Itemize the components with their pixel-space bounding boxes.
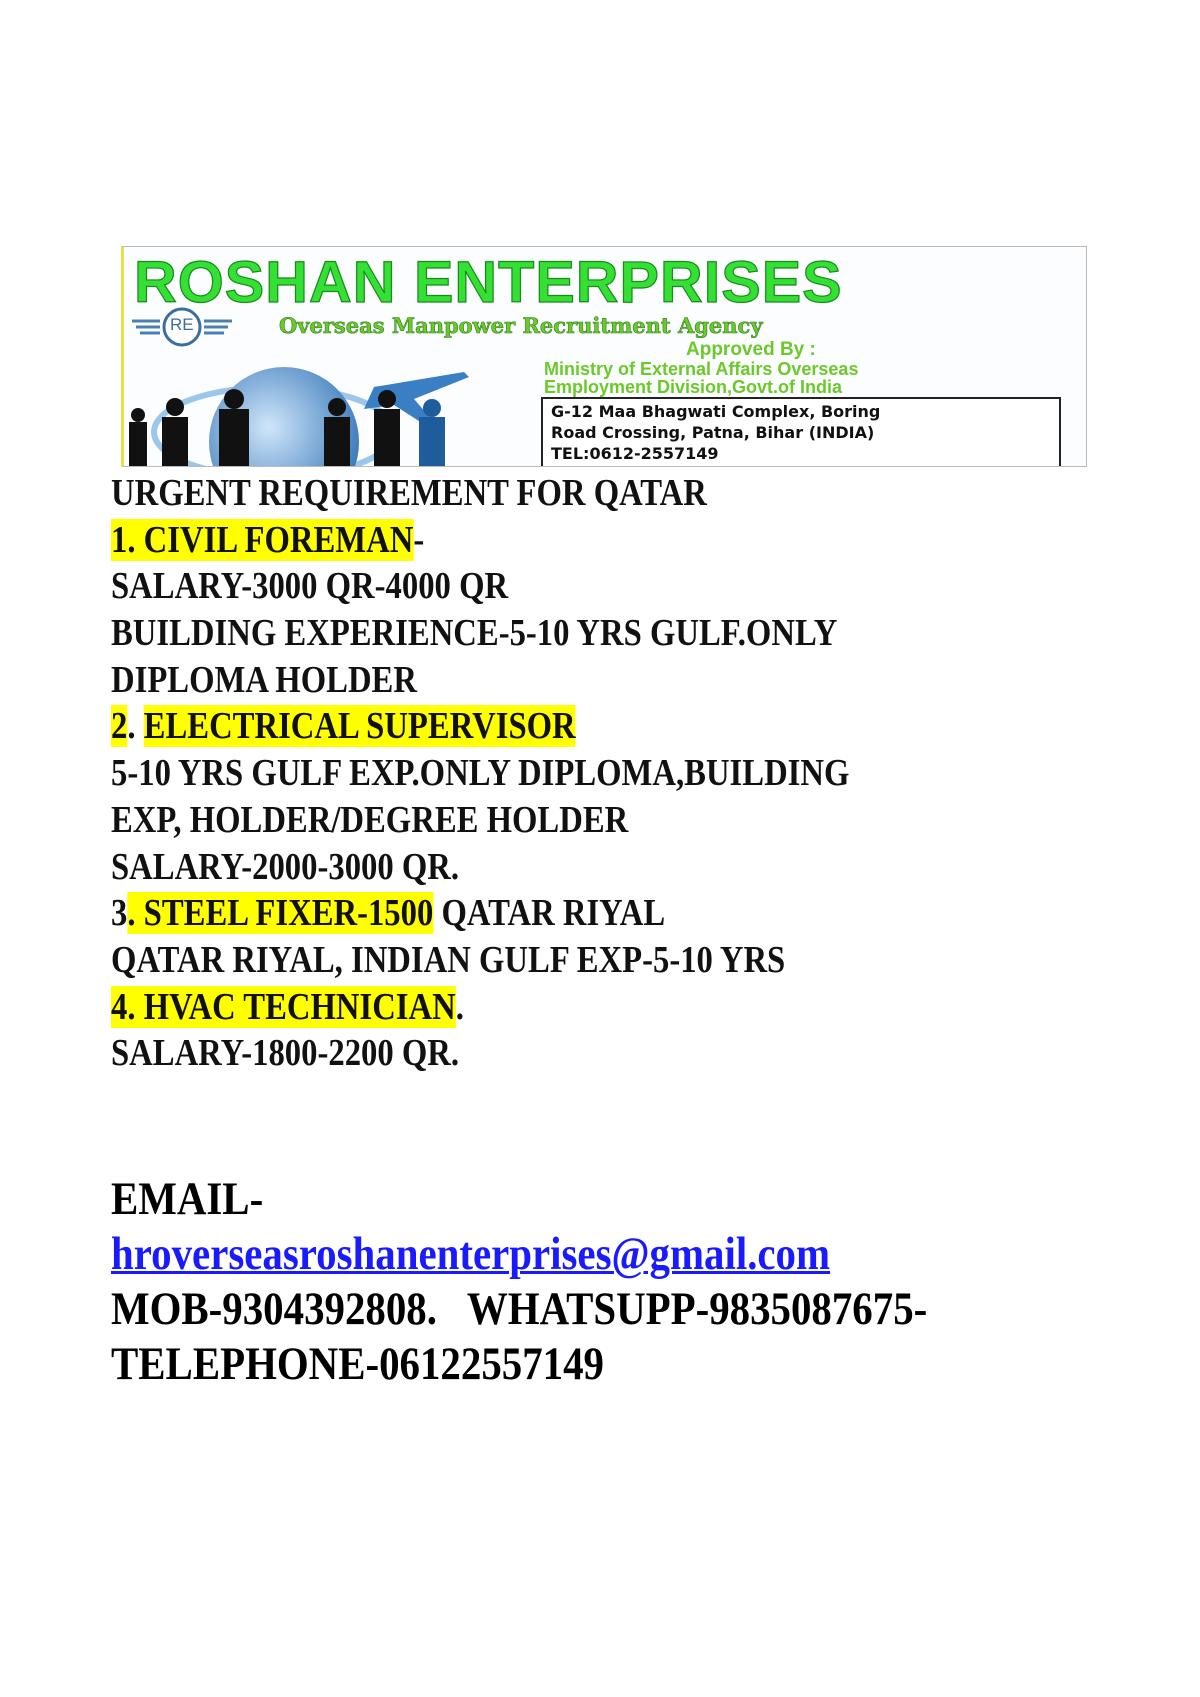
logo-text: RE xyxy=(170,315,194,334)
ministry-line-2: Employment Division,Govt.of India xyxy=(544,377,843,397)
approving-authority-2 xyxy=(544,377,842,397)
requirement-line xyxy=(111,797,849,844)
line-text: DIPLOMA HOLDER xyxy=(111,658,417,701)
line-text: EXP, HOLDER/DEGREE HOLDER xyxy=(111,798,629,841)
requirement-line xyxy=(111,610,849,657)
requirement-line xyxy=(111,890,849,937)
job-requirements xyxy=(111,470,970,1077)
highlighted-text: ELECTRICAL SUPERVISOR xyxy=(143,705,576,748)
email-link[interactable]: hroverseasroshanenterprises@gmail.com xyxy=(111,1228,831,1280)
address-tel: TEL:0612-2557149 xyxy=(551,444,719,463)
requirement-line xyxy=(111,657,849,704)
address-box xyxy=(541,397,1061,467)
requirement-line xyxy=(111,937,849,984)
requirement-line xyxy=(111,703,849,750)
requirement-line xyxy=(111,517,849,564)
requirement-line xyxy=(111,844,849,891)
address-line-2: Road Crossing, Patna, Bihar (INDIA) xyxy=(551,423,875,442)
approving-authority xyxy=(544,359,858,379)
company-banner xyxy=(121,246,1087,467)
requirement-line xyxy=(111,470,849,517)
line-text: SALARY-1800-2200 QR. xyxy=(111,1032,460,1075)
line-text: - xyxy=(413,518,425,561)
requirement-line xyxy=(111,984,849,1031)
approved-by-label: Approved By : xyxy=(686,339,816,360)
email-label: EMAIL- xyxy=(111,1173,264,1225)
mobile-whatsapp: MOB-9304392808. WHATSUPP-9835087675- xyxy=(111,1283,928,1335)
requirement-line xyxy=(111,563,849,610)
line-text: 5-10 YRS GULF EXP.ONLY DIPLOMA,BUILDING xyxy=(111,752,850,795)
highlighted-text: 1. CIVIL FOREMAN xyxy=(111,518,414,561)
line-text: . xyxy=(455,985,464,1028)
globe-plane-people-illustration xyxy=(124,347,544,467)
line-text: . xyxy=(127,705,144,748)
highlighted-text: . STEEL FIXER-1500 xyxy=(127,892,434,935)
highlighted-text: 4. HVAC TECHNICIAN xyxy=(111,985,456,1028)
highlighted-text: 2 xyxy=(111,705,128,748)
requirement-line xyxy=(111,750,849,797)
line-text: SALARY-3000 QR-4000 QR xyxy=(111,565,509,608)
address-line-1: G-12 Maa Bhagwati Complex, Boring xyxy=(551,402,881,421)
requirement-line xyxy=(111,1030,849,1077)
contact-section xyxy=(111,1172,1049,1392)
company-name: ROSHAN ENTERPRISES xyxy=(134,250,843,315)
line-text: BUILDING EXPERIENCE-5-10 YRS GULF.ONLY xyxy=(111,612,838,655)
line-text: 3 xyxy=(111,892,128,935)
line-text: URGENT REQUIREMENT FOR QATAR xyxy=(111,472,707,514)
telephone: TELEPHONE-06122557149 xyxy=(111,1338,605,1390)
ministry-line-1: Ministry of External Affairs Overseas xyxy=(544,359,859,379)
line-text: QATAR RIYAL xyxy=(433,892,666,935)
line-text: SALARY-2000-3000 QR. xyxy=(111,845,460,888)
company-tagline: Overseas Manpower Recruitment Agency xyxy=(279,313,763,338)
line-text: QATAR RIYAL, INDIAN GULF EXP-5-10 YRS xyxy=(111,938,786,981)
